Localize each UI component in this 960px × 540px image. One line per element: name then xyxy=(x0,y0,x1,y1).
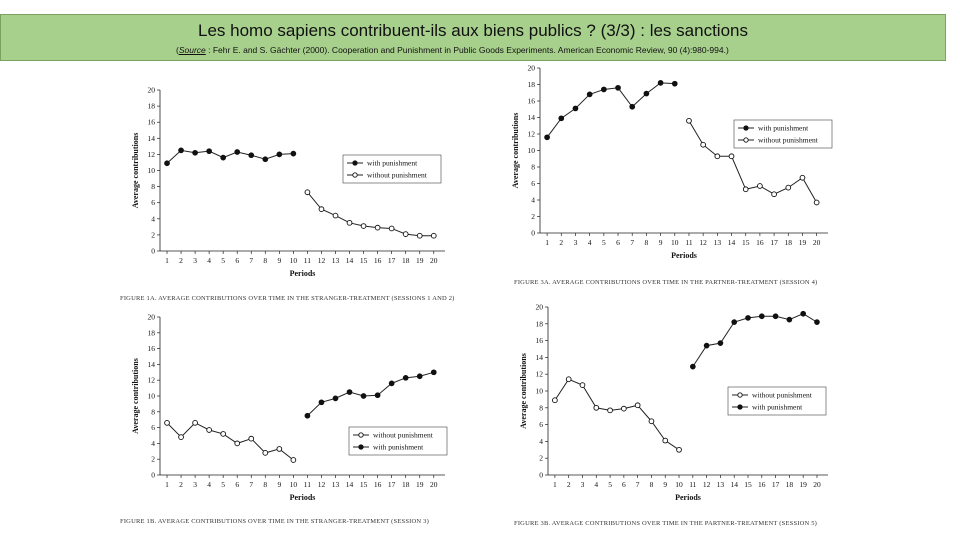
data-point xyxy=(347,220,352,225)
data-point xyxy=(431,233,436,238)
y-tick-label: 10 xyxy=(147,391,155,401)
x-tick-label: 1 xyxy=(553,480,557,489)
x-tick-label: 13 xyxy=(713,238,722,247)
y-tick-label: 18 xyxy=(527,80,535,89)
x-tick-label: 3 xyxy=(193,480,197,489)
data-point xyxy=(644,91,649,96)
data-point xyxy=(207,428,212,433)
y-tick-label: 2 xyxy=(151,230,155,240)
y-tick-label: 16 xyxy=(527,96,535,106)
x-tick-label: 16 xyxy=(373,256,382,265)
legend-swatch-marker xyxy=(353,173,357,177)
x-tick-label: 16 xyxy=(758,480,766,489)
data-point xyxy=(305,190,310,195)
x-tick-label: 11 xyxy=(689,480,697,489)
x-tick-label: 10 xyxy=(675,480,683,489)
y-tick-label: 4 xyxy=(151,214,155,224)
data-point xyxy=(743,187,748,192)
chart-figure-1b xyxy=(115,305,460,530)
x-tick-label: 19 xyxy=(799,480,807,489)
x-tick-label: 20 xyxy=(430,256,438,265)
data-point xyxy=(773,314,778,319)
source-label: Source xyxy=(178,45,206,55)
data-point xyxy=(389,226,394,231)
x-tick-label: 5 xyxy=(601,238,606,247)
x-tick-label: 10 xyxy=(671,238,679,247)
y-axis-title: Average contributions xyxy=(519,353,528,429)
x-tick-label: 18 xyxy=(401,480,410,489)
chart-figure-3a xyxy=(510,62,840,287)
data-point xyxy=(786,185,791,190)
data-point xyxy=(758,184,763,189)
x-tick-label: 6 xyxy=(616,238,620,247)
data-point xyxy=(552,398,557,403)
x-tick-label: 14 xyxy=(345,480,354,489)
data-point xyxy=(759,314,764,319)
legend-label: with punishment xyxy=(367,158,418,168)
y-tick-label: 4 xyxy=(531,195,535,205)
data-point xyxy=(417,374,422,379)
y-axis-title: Average contributions xyxy=(511,112,520,189)
x-tick-label: 9 xyxy=(658,238,663,247)
x-tick-label: 11 xyxy=(303,256,312,265)
data-point xyxy=(389,381,394,386)
x-tick-label: 3 xyxy=(573,238,578,247)
legend-swatch-marker xyxy=(738,393,742,397)
data-point xyxy=(621,406,626,411)
data-point xyxy=(601,87,606,92)
data-point xyxy=(635,403,640,408)
data-point xyxy=(718,341,723,346)
y-tick-label: 18 xyxy=(535,319,543,329)
y-tick-label: 0 xyxy=(151,246,155,256)
x-tick-label: 4 xyxy=(587,238,592,247)
data-point xyxy=(207,149,212,154)
y-tick-label: 16 xyxy=(147,344,155,354)
x-tick-label: 18 xyxy=(785,480,794,489)
y-tick-label: 8 xyxy=(539,403,543,413)
y-tick-label: 6 xyxy=(531,179,535,188)
x-tick-label: 11 xyxy=(303,480,312,489)
data-point xyxy=(800,175,805,180)
data-point xyxy=(815,320,820,325)
data-point xyxy=(687,118,692,123)
data-point xyxy=(361,224,366,229)
x-tick-label: 16 xyxy=(756,238,764,247)
data-point xyxy=(732,320,737,325)
data-point xyxy=(729,154,734,159)
figure-caption: FIGURE 3A. AVERAGE CONTRIBUTIONS OVER TIME IN THE PARTNER-TREATMENT (SESSION 4) xyxy=(514,279,818,286)
data-point xyxy=(333,396,338,401)
y-axis-title: Average contributions xyxy=(131,358,140,434)
figure-caption: FIGURE 1A. AVERAGE CONTRIBUTIONS OVER TIME IN THE STRANGER-TREATMENT (SESSIONS 1 AND 2) xyxy=(120,295,455,302)
x-tick-label: 20 xyxy=(430,480,438,489)
legend-swatch-marker xyxy=(359,433,363,437)
data-point xyxy=(263,157,268,162)
source-citation: (Source : Fehr E. and S. Gächter (2000). Cooperation and Punishment in Public Goods Experiments. American Economic Review, 90 (4):980-994.) xyxy=(176,45,729,55)
data-point xyxy=(249,436,254,441)
x-tick-label: 1 xyxy=(165,256,169,265)
y-tick-label: 2 xyxy=(151,454,155,464)
x-axis-title: Periods xyxy=(289,493,316,502)
x-tick-label: 10 xyxy=(289,480,298,489)
x-tick-label: 18 xyxy=(401,256,410,265)
x-tick-label: 17 xyxy=(771,480,780,489)
series-line-without-punishment xyxy=(555,379,679,450)
data-point xyxy=(580,383,585,388)
x-tick-label: 11 xyxy=(685,238,693,247)
data-point xyxy=(814,200,819,205)
series-line-with-punishment xyxy=(307,372,433,415)
x-tick-label: 13 xyxy=(716,480,725,489)
data-point xyxy=(361,394,366,399)
y-tick-label: 4 xyxy=(539,436,543,446)
x-tick-label: 17 xyxy=(387,256,396,265)
x-tick-label: 15 xyxy=(359,480,368,489)
data-point xyxy=(319,207,324,212)
y-tick-label: 14 xyxy=(535,352,543,362)
series-line-without-punishment xyxy=(167,423,293,460)
x-tick-label: 1 xyxy=(165,480,169,489)
data-point xyxy=(165,420,170,425)
data-point xyxy=(649,419,654,424)
data-point xyxy=(701,142,706,147)
data-point xyxy=(573,106,578,111)
data-point xyxy=(403,375,408,380)
data-point xyxy=(772,192,777,197)
x-axis-title: Periods xyxy=(671,251,697,260)
data-point xyxy=(375,225,380,230)
y-tick-label: 8 xyxy=(151,182,155,192)
y-tick-label: 2 xyxy=(531,212,535,221)
y-tick-label: 14 xyxy=(147,133,155,143)
y-tick-label: 6 xyxy=(151,198,155,208)
data-point xyxy=(277,447,282,452)
x-tick-label: 8 xyxy=(263,256,268,265)
x-tick-label: 14 xyxy=(345,256,354,265)
x-tick-label: 9 xyxy=(663,480,668,489)
data-point xyxy=(672,81,677,86)
data-point xyxy=(746,316,751,321)
x-tick-label: 2 xyxy=(559,238,564,247)
legend-swatch-marker xyxy=(359,445,363,449)
x-tick-label: 15 xyxy=(744,480,752,489)
legend-label: with punishment xyxy=(373,442,424,452)
x-tick-label: 9 xyxy=(277,256,282,265)
x-tick-label: 8 xyxy=(649,480,654,489)
y-tick-label: 16 xyxy=(535,336,543,346)
data-point xyxy=(193,150,198,155)
x-tick-label: 19 xyxy=(415,480,424,489)
data-point xyxy=(347,390,352,395)
legend-swatch-marker xyxy=(744,138,748,142)
x-tick-label: 12 xyxy=(699,238,707,247)
data-point xyxy=(221,155,226,160)
data-point xyxy=(221,432,226,437)
legend-label: without punishment xyxy=(752,390,812,400)
legend-label: without punishment xyxy=(373,430,433,440)
y-tick-label: 14 xyxy=(527,113,535,122)
x-tick-label: 15 xyxy=(359,256,368,265)
data-point xyxy=(704,343,709,348)
y-tick-label: 16 xyxy=(147,117,155,127)
y-tick-label: 0 xyxy=(539,470,543,480)
x-tick-label: 13 xyxy=(331,256,340,265)
x-tick-label: 6 xyxy=(235,256,240,265)
x-tick-label: 3 xyxy=(193,256,197,265)
x-tick-label: 1 xyxy=(545,238,549,247)
y-tick-label: 14 xyxy=(147,359,155,369)
y-tick-label: 8 xyxy=(531,162,535,172)
data-point xyxy=(431,370,436,375)
data-point xyxy=(277,152,282,157)
y-tick-label: 20 xyxy=(147,85,155,95)
data-point xyxy=(179,148,184,153)
y-tick-label: 6 xyxy=(151,423,155,433)
x-tick-label: 4 xyxy=(207,256,212,265)
x-tick-label: 5 xyxy=(221,480,226,489)
data-point xyxy=(291,151,296,156)
y-tick-label: 6 xyxy=(539,420,543,430)
chart-figure-1a xyxy=(115,78,460,303)
y-tick-label: 10 xyxy=(147,166,155,175)
data-point xyxy=(305,413,310,418)
legend-swatch-marker xyxy=(353,161,357,165)
data-point xyxy=(677,447,682,452)
data-point xyxy=(193,420,198,425)
y-axis-title: Average contributions xyxy=(131,132,140,209)
y-tick-label: 20 xyxy=(527,63,535,73)
y-tick-label: 0 xyxy=(531,228,535,238)
x-tick-label: 7 xyxy=(630,238,635,247)
x-tick-label: 6 xyxy=(235,480,240,489)
data-point xyxy=(417,233,422,238)
figure-caption: FIGURE 3B. AVERAGE CONTRIBUTIONS OVER TIME IN THE PARTNER-TREATMENT (SESSION 5) xyxy=(514,520,818,527)
x-tick-label: 14 xyxy=(727,238,736,247)
legend-swatch-marker xyxy=(744,126,748,130)
data-point xyxy=(663,438,668,443)
data-point xyxy=(235,441,240,446)
x-tick-label: 12 xyxy=(702,480,711,489)
title-banner xyxy=(0,14,946,61)
x-tick-label: 2 xyxy=(179,480,183,489)
y-tick-label: 2 xyxy=(539,453,543,463)
x-tick-label: 14 xyxy=(730,480,738,489)
data-point xyxy=(801,311,806,316)
x-tick-label: 20 xyxy=(812,238,821,247)
source-reference: : Fehr E. and S. Gächter (2000). Cooperation and Punishment in Public Goods Experiments. American Economic Review, 90 (4):980-994.) xyxy=(205,45,729,55)
data-point xyxy=(658,80,663,85)
data-point xyxy=(566,377,571,382)
x-tick-label: 10 xyxy=(289,256,298,265)
data-point xyxy=(291,458,296,463)
legend-swatch-marker xyxy=(738,405,742,409)
data-point xyxy=(319,400,324,405)
y-tick-label: 20 xyxy=(147,312,155,322)
y-tick-label: 0 xyxy=(151,470,155,480)
data-point xyxy=(616,85,621,90)
x-tick-label: 6 xyxy=(621,480,626,489)
x-tick-label: 17 xyxy=(387,480,396,489)
y-tick-label: 10 xyxy=(535,386,543,396)
x-tick-label: 7 xyxy=(249,256,254,265)
data-point xyxy=(559,116,564,121)
x-tick-label: 19 xyxy=(415,256,424,265)
y-tick-label: 12 xyxy=(527,129,535,139)
x-tick-label: 13 xyxy=(331,480,340,489)
y-tick-label: 4 xyxy=(151,438,155,448)
chart-figure-3b xyxy=(510,285,840,530)
series-line-without-punishment xyxy=(307,192,433,235)
x-tick-label: 3 xyxy=(580,480,585,489)
data-point xyxy=(235,150,240,155)
x-tick-label: 12 xyxy=(317,480,326,489)
data-point xyxy=(630,104,635,109)
x-tick-label: 7 xyxy=(249,480,254,489)
x-tick-label: 5 xyxy=(221,256,226,265)
x-tick-label: 2 xyxy=(566,480,571,489)
x-tick-label: 8 xyxy=(644,238,649,247)
data-point xyxy=(249,153,254,158)
series-line-with-punishment xyxy=(167,150,293,163)
data-point xyxy=(545,135,550,140)
x-tick-label: 4 xyxy=(594,480,599,489)
y-tick-label: 8 xyxy=(151,407,155,417)
y-tick-label: 18 xyxy=(147,101,155,111)
x-tick-label: 7 xyxy=(635,480,640,489)
data-point xyxy=(787,317,792,322)
x-tick-label: 12 xyxy=(317,256,326,265)
legend-label: with punishment xyxy=(758,123,809,133)
x-axis-title: Periods xyxy=(289,269,316,278)
data-point xyxy=(165,161,170,166)
data-point xyxy=(403,232,408,237)
legend-label: without punishment xyxy=(758,135,818,145)
x-tick-label: 19 xyxy=(798,238,807,247)
data-point xyxy=(263,450,268,455)
y-tick-label: 12 xyxy=(147,149,155,159)
y-tick-label: 10 xyxy=(527,146,535,155)
x-axis-title: Periods xyxy=(675,493,701,502)
data-point xyxy=(594,405,599,410)
figure-caption: FIGURE 1B. AVERAGE CONTRIBUTIONS OVER TIME IN THE STRANGER-TREATMENT (SESSION 3) xyxy=(120,518,429,525)
x-tick-label: 4 xyxy=(207,480,212,489)
x-tick-label: 17 xyxy=(770,238,778,247)
data-point xyxy=(333,213,338,218)
y-tick-label: 12 xyxy=(535,369,543,379)
legend-label: with punishment xyxy=(752,402,803,412)
x-tick-label: 5 xyxy=(608,480,612,489)
data-point xyxy=(587,92,592,97)
x-tick-label: 18 xyxy=(784,238,793,247)
data-point xyxy=(715,154,720,159)
y-tick-label: 18 xyxy=(147,328,155,338)
legend-label: without punishment xyxy=(367,170,427,180)
data-point xyxy=(690,364,695,369)
data-point xyxy=(608,408,613,413)
series-line-with-punishment xyxy=(693,314,817,367)
x-tick-label: 9 xyxy=(277,480,282,489)
slide-title: Les homo sapiens contribuent-ils aux biens publics ? (3/3) : les sanctions xyxy=(198,21,748,40)
data-point xyxy=(375,393,380,398)
data-point xyxy=(179,435,184,440)
x-tick-label: 2 xyxy=(179,256,183,265)
x-tick-label: 20 xyxy=(813,480,821,489)
x-tick-label: 15 xyxy=(741,238,750,247)
y-tick-label: 12 xyxy=(147,375,155,385)
x-tick-label: 8 xyxy=(263,480,268,489)
series-line-with-punishment xyxy=(547,83,675,137)
x-tick-label: 16 xyxy=(373,480,382,489)
y-tick-label: 20 xyxy=(535,302,543,312)
